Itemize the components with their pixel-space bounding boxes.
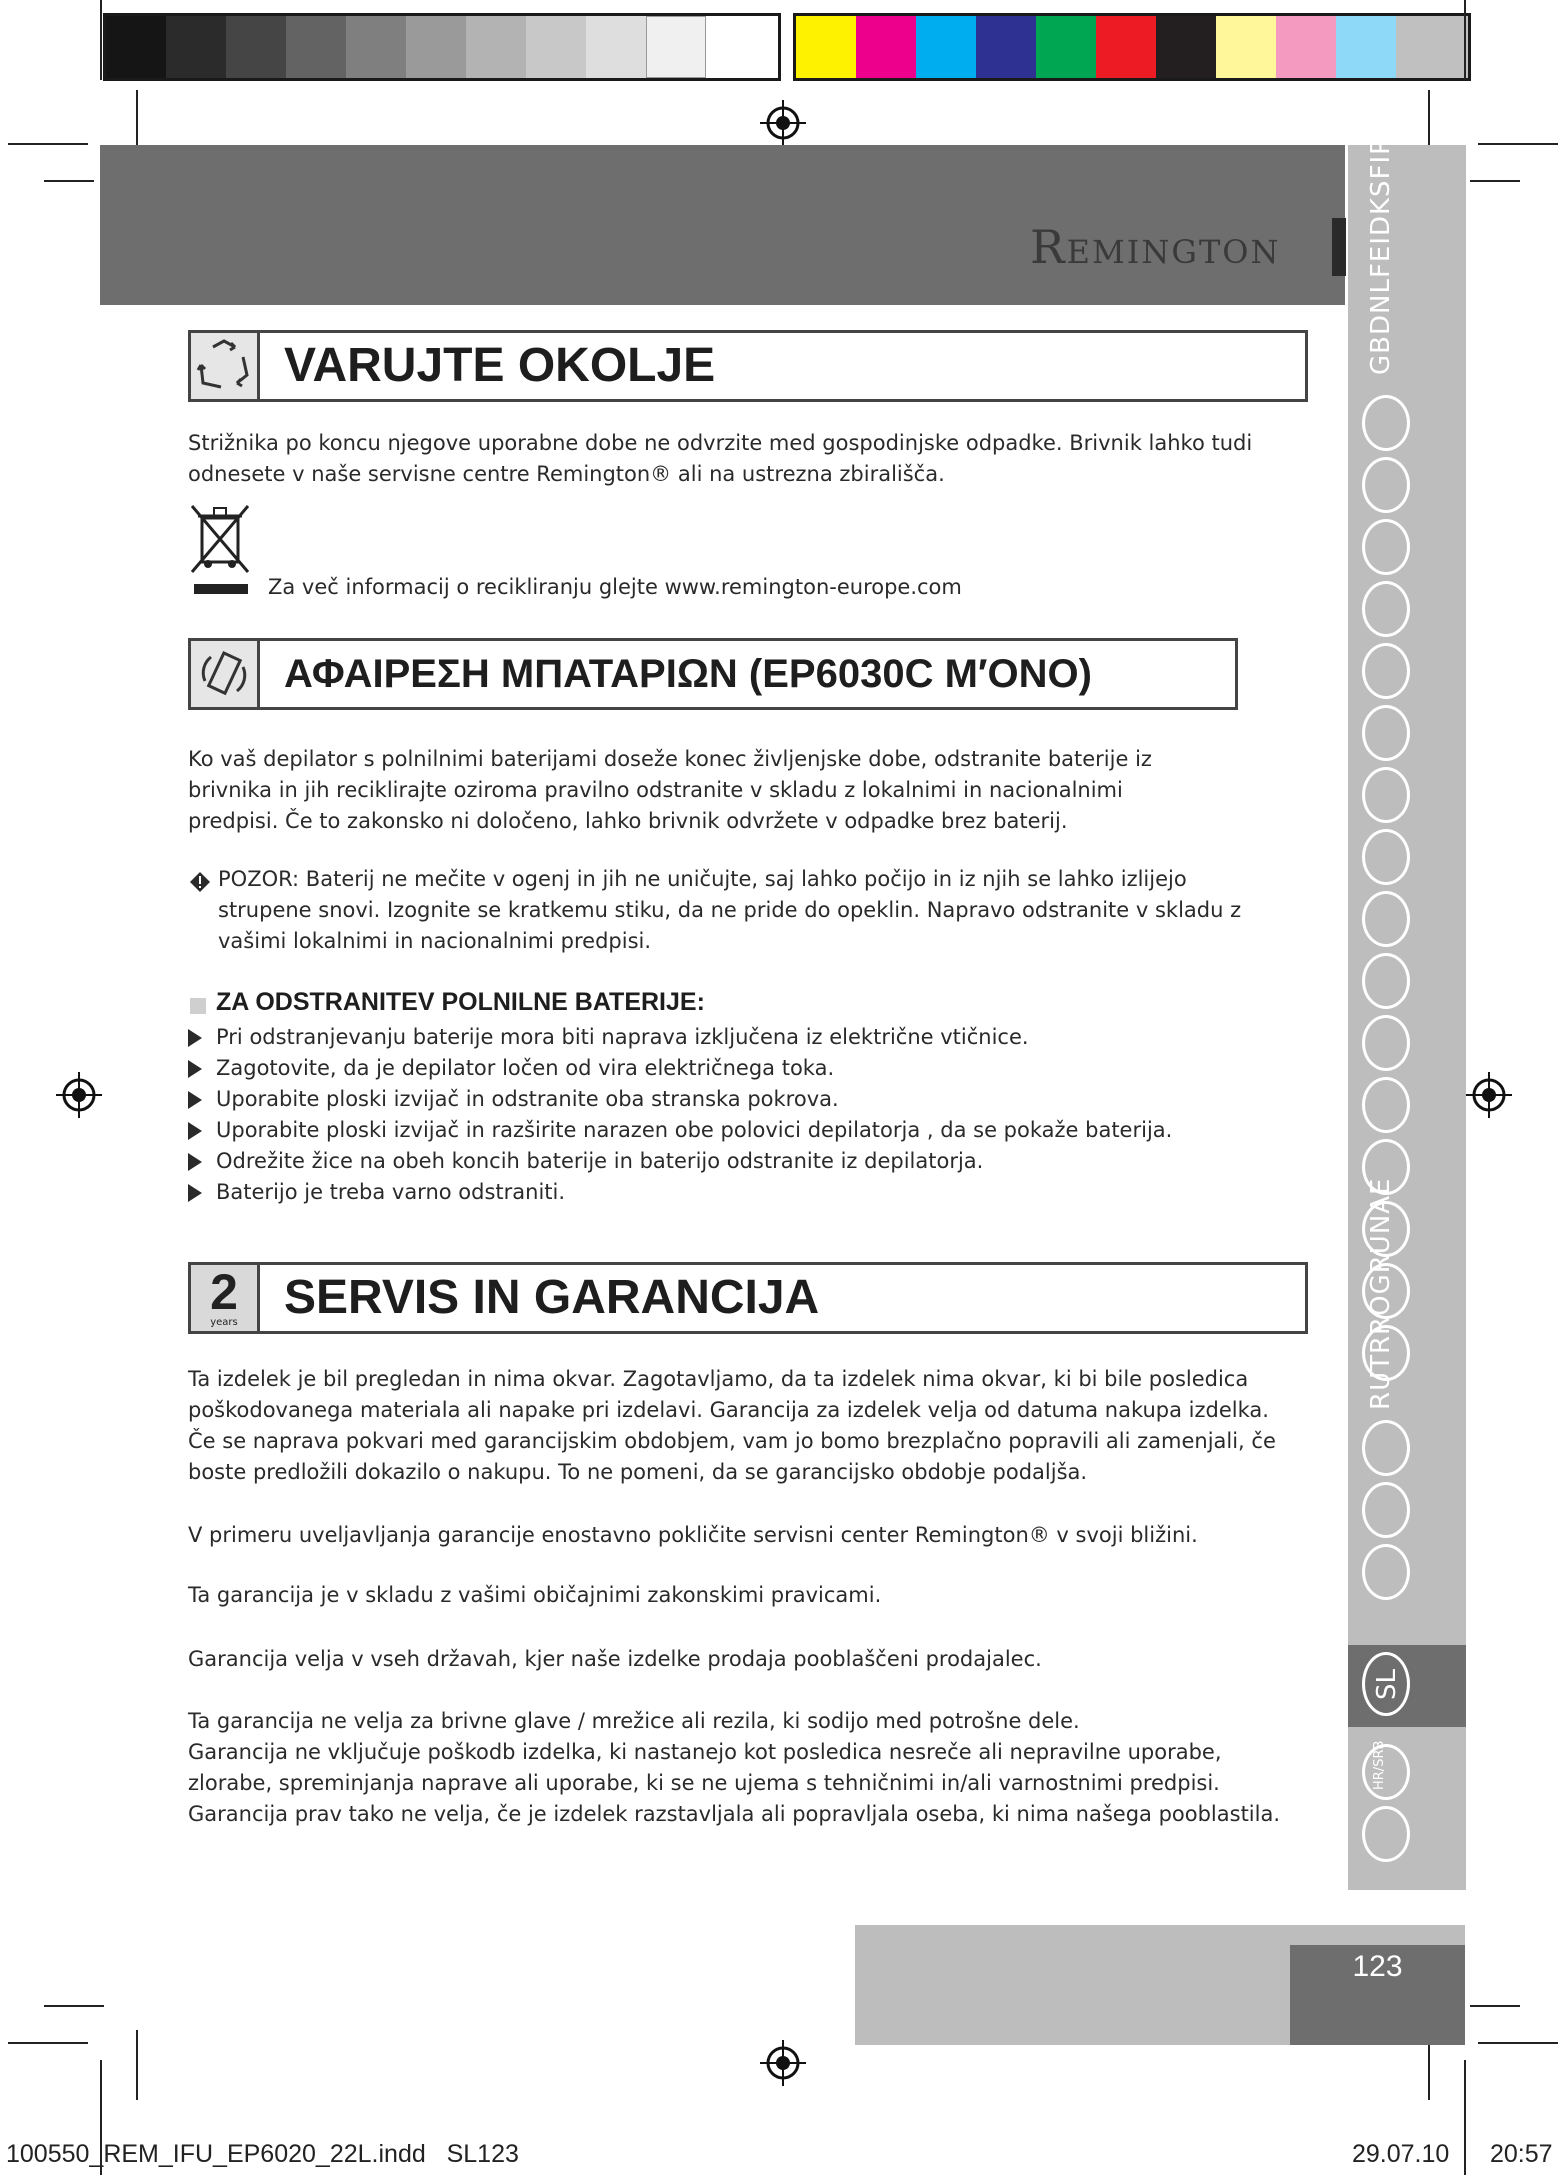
page-number: 123 bbox=[1352, 1950, 1403, 1983]
list-item: Baterijo je treba varno odstraniti. bbox=[186, 1177, 1172, 1208]
active-language-label: SL bbox=[1372, 1669, 1402, 1700]
two-years-label: years bbox=[210, 1317, 238, 1328]
recycle-text: Strižnika po koncu njegove uporabne dobe ne odvrzite med gospodinjske odpadke. Brivnik lahko tudi odnesete v naše servisne centre Remington® ali na ustrezna zbirališča. bbox=[188, 431, 1253, 486]
language-codes-top: GBDNLFEIDKSFIPLCZ bbox=[1366, 84, 1396, 375]
registration-mark-icon bbox=[1466, 1072, 1512, 1118]
two-years-icon bbox=[188, 1262, 260, 1334]
section-title-recycle: VARUJTE OKOLJE bbox=[284, 339, 716, 392]
list-item: Odrežite žice na obeh koncih baterije in baterijo odstranite iz depilatorja. bbox=[186, 1146, 1172, 1177]
list-item: Pri odstranjevanju baterije mora biti naprava izključena iz električne vtičnice. bbox=[186, 1022, 1172, 1053]
registration-mark-icon bbox=[760, 2040, 806, 2086]
warranty-paragraph: V primeru uveljavljanja garancije enostavno pokličite servisni center Remington® v svoji bližini. bbox=[188, 1523, 1198, 1547]
list-item: Uporabite ploski izvijač in razširite narazen obe polovici depilatorja , da se pokaže baterija. bbox=[186, 1115, 1172, 1146]
battery-warning: POZOR: Baterij ne mečite v ogenj in jih ne uničujte, saj lahko počijo in iz njih se lahko izlijejo strupene snovi. Izognite se kratkemu stiku, da ne pride do opeklin. Napravo odstranite v skladu z vašimi lokalnimi in nacionalnimi predpisi. bbox=[218, 867, 1242, 953]
warranty-paragraph: Ta izdelek je bil pregledan in nima okvar. Zagotavljamo, da ta izdelek nima okvar, ki bi bile posledica poškodovanega materiala ali napake pri izdelavi. Garancija za izdelek velja od datuma nakupa izdelka. Če se naprava pokvari med garancijskim obdobjem, vam jo bomo brezplačno popravili ali zamenjali, če boste predložili dokazilo o nakupu. To ne pomeni, da se garancijsko obdobje podaljša. bbox=[188, 1367, 1276, 1484]
warranty-paragraph: Garancija velja v vseh državah, kjer naše izdelke prodaja pooblaščeni prodajalec. bbox=[188, 1647, 1042, 1671]
warranty-paragraph: Garancija ne vključuje poškodb izdelka, ki nastanejo kot posledica nesreče ali nepravilne uporabe, zlorabe, spreminjanja naprave ali uporabe, ki se ne ujema s tehničnimi in/ali varnostnimi predpisi. Garancija prav tako ne velja, če je izdelek razstavljala ali popravljala oseba, ki nima našega pooblastila. bbox=[188, 1740, 1281, 1826]
subheading-marker bbox=[190, 998, 206, 1014]
battery-recycle-icon bbox=[188, 638, 260, 710]
section-title-battery: ΑΦΑΙΡΕΣΗ ΜΠΑΤΑΡΙΩΝ (EP6030C M′ONO) bbox=[284, 652, 1092, 696]
list-item: Uporabite ploski izvijač in odstranite oba stranska pokrova. bbox=[186, 1084, 1172, 1115]
print-file-info: 100550_REM_IFU_EP6020_22L.indd SL123 bbox=[6, 2140, 519, 2168]
language-codes-middle: RUTRROGRUNAE bbox=[1366, 1177, 1396, 1410]
recycle-icon bbox=[188, 330, 260, 402]
print-date: 29.07.10 bbox=[1352, 2140, 1450, 2168]
warranty-paragraph: Ta garancija je v skladu z vašimi običajnimi zakonskimi pravicami. bbox=[188, 1583, 882, 1607]
language-code-hr-srb: HR/SRB bbox=[1372, 1740, 1387, 1790]
warranty-paragraph: Ta garancija ne velja za brivne glave / mrežice ali rezila, ki sodijo med potrošne dele. bbox=[188, 1709, 1080, 1733]
weee-bin-icon bbox=[186, 500, 256, 600]
warning-icon bbox=[188, 870, 212, 894]
section-title-warranty: SERVIS IN GARANCIJA bbox=[284, 1271, 820, 1324]
list-item: Zagotovite, da je depilator ločen od vira električnega toka. bbox=[186, 1053, 1172, 1084]
two-years-number: 2 bbox=[210, 1264, 238, 1320]
battery-subheading: ZA ODSTRANITEV POLNILNE BATERIJE: bbox=[216, 988, 705, 1016]
battery-text: Ko vaš depilator s polnilnimi baterijami doseže konec življenjske dobe, odstranite baterije iz brivnika in jih reciklirajte oziroma pravilno odstranite v skladu z lokalnimi in nacionalnimi predpisi. Če to zakonsko ni določeno, lahko brivnik odvržete v odpadke brez baterij. bbox=[188, 747, 1152, 833]
registration-mark-icon bbox=[760, 100, 806, 146]
logo-bar bbox=[1332, 218, 1346, 276]
brand-logo: Remington bbox=[1030, 220, 1281, 274]
registration-mark-icon bbox=[56, 1072, 102, 1118]
weee-note: Za več informacij o recikliranju glejte www.remington-europe.com bbox=[268, 575, 962, 599]
print-time: 20:57 bbox=[1490, 2140, 1553, 2168]
battery-steps-list bbox=[186, 1022, 1172, 1208]
